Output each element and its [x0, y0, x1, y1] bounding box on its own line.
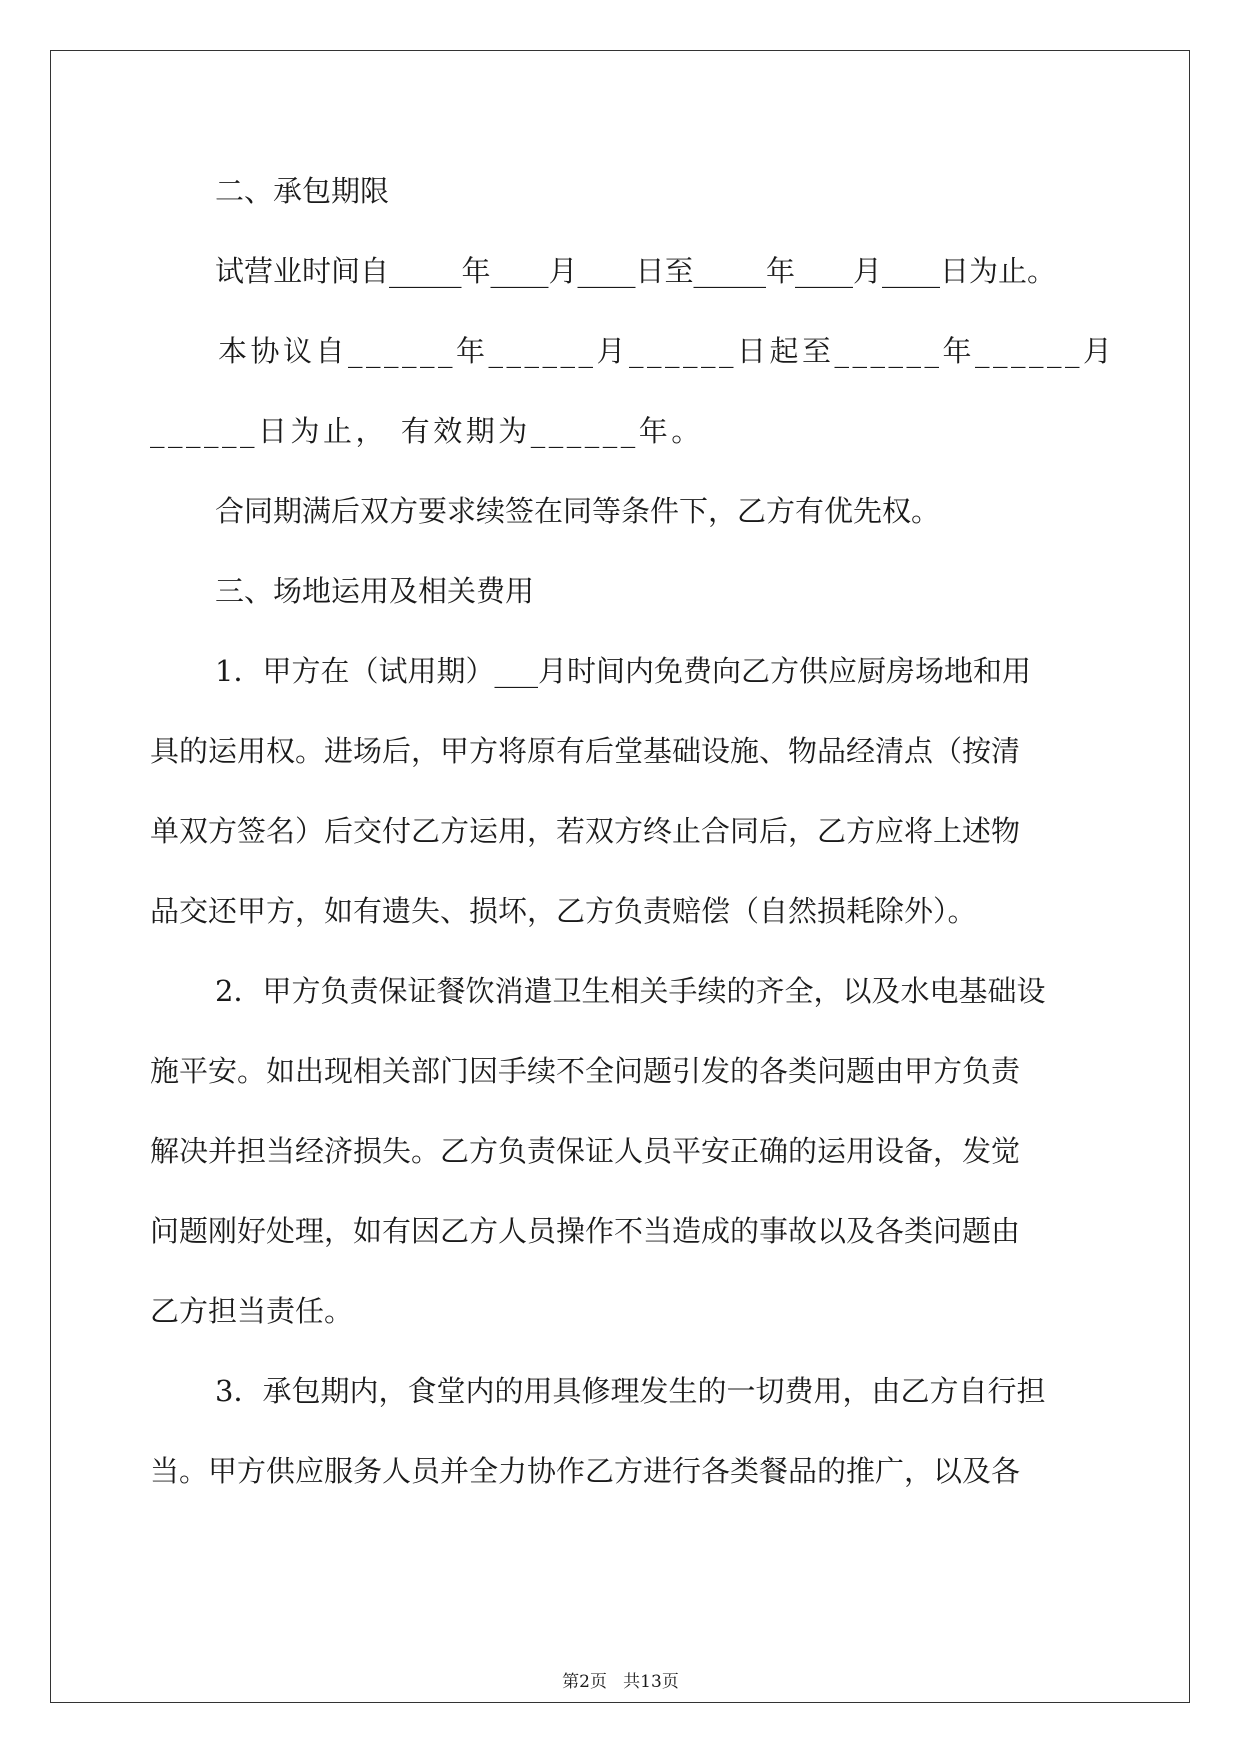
paragraph-line: 品交还甲方，如有遗失、损坏，乙方负责赔偿（自然损耗除外）。	[150, 894, 977, 928]
paragraph-line: 施平安。如出现相关部门因手续不全问题引发的各类问题由甲方负责	[150, 1054, 1021, 1088]
page-number-footer: 第2页 共13页	[562, 1672, 679, 1692]
paragraph-line: 1．甲方在（试用期）___月时间内免费向乙方供应厨房场地和用	[215, 654, 1031, 688]
paragraph-line: ______日为止， 有效期为______年。	[150, 414, 704, 448]
paragraph-line: 3．承包期内，食堂内的用具修理发生的一切费用，由乙方自行担	[215, 1374, 1046, 1408]
paragraph-line: 当。甲方供应服务人员并全力协作乙方进行各类餐品的推广，以及各	[150, 1454, 1021, 1488]
paragraph-line: 单双方签名）后交付乙方运用，若双方终止合同后，乙方应将上述物	[150, 814, 1021, 848]
paragraph-line: 问题刚好处理，如有因乙方人员操作不当造成的事故以及各类问题由	[150, 1214, 1021, 1248]
paragraph-line: 本协议自______年______月______日起至______年______月	[218, 334, 1116, 368]
paragraph-line: 乙方担当责任。	[150, 1294, 354, 1328]
section-heading: 二、承包期限	[215, 174, 390, 208]
paragraph-line: 试营业时间自_____年____月____日至_____年____月____日为止。	[215, 254, 1057, 288]
section-heading: 三、场地运用及相关费用	[215, 574, 535, 608]
paragraph-line: 合同期满后双方要求续签在同等条件下，乙方有优先权。	[215, 494, 941, 528]
paragraph-line: 2．甲方负责保证餐饮消遣卫生相关手续的齐全，以及水电基础设	[215, 974, 1046, 1008]
paragraph-line: 解决并担当经济损失。乙方负责保证人员平安正确的运用设备，发觉	[150, 1134, 1021, 1168]
paragraph-line: 具的运用权。进场后，甲方将原有后堂基础设施、物品经清点（按清	[150, 734, 1021, 768]
